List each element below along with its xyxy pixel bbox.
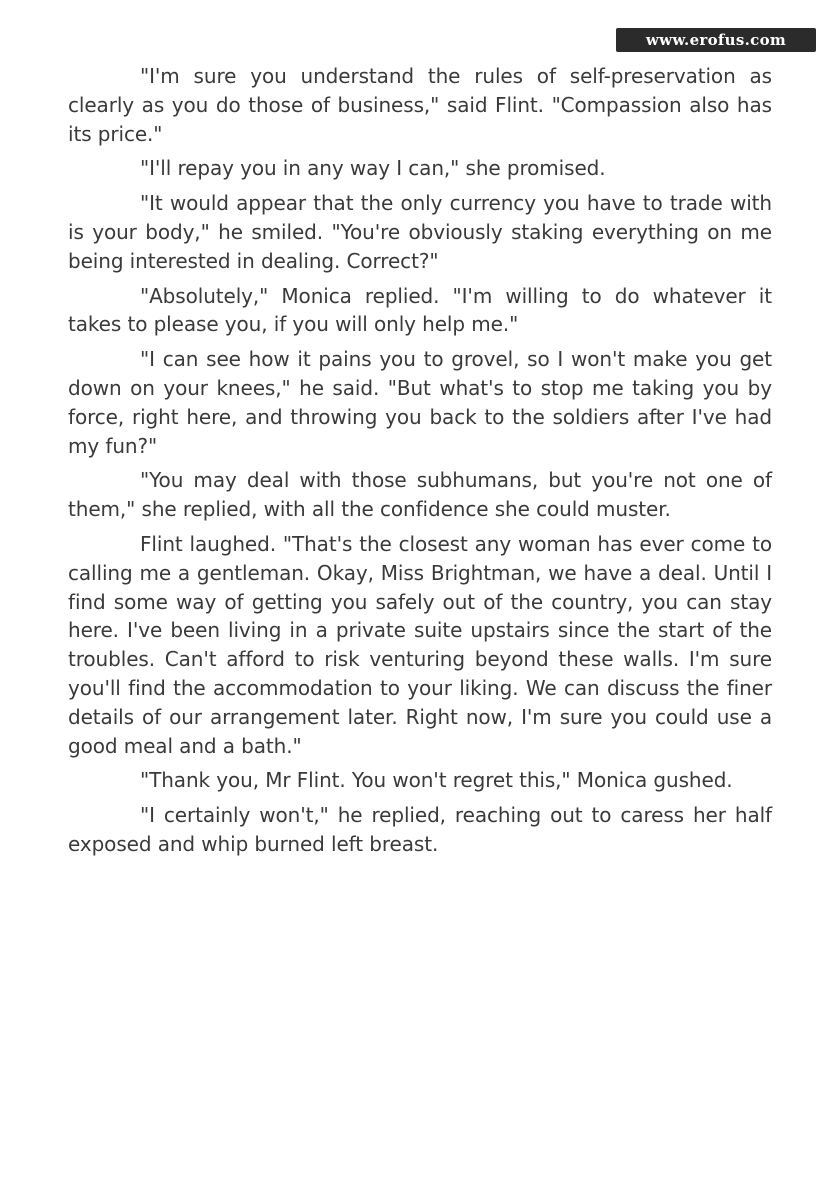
paragraph-3: "It would appear that the only currency you have to trade with is your body," he smiled. "You're obviously staking everything on me being interested in dealing. Correct?" bbox=[68, 191, 772, 273]
paragraph-7: Flint laughed. "That's the closest any woman has ever come to calling me a gentleman. Okay, Miss Brightman, we have a deal. Until I find some way of getting you safely out of the country, you can stay here. I've been living in a private suite upstairs since the start of the troubles. Can't afford to risk venturing beyond these walls. I'm sure you'll find the accommodation to your liking. We can discuss the finer details of our arrangement later. Right now, I'm sure you could use a good meal and a bath." bbox=[68, 531, 772, 758]
page-body-text bbox=[68, 62, 772, 865]
paragraph-6: "You may deal with those subhumans, but you're not one of them," she replied, with all the confidence she could muster. bbox=[68, 468, 772, 522]
paragraph-1: "I'm sure you understand the rules of self-preservation as clearly as you do those of business," said Flint. "Compassion also has its price." bbox=[68, 64, 772, 146]
paragraph-9: "I certainly won't," he replied, reaching out to caress her half exposed and whip burned left breast. bbox=[68, 803, 772, 856]
watermark-text: www.erofus.com bbox=[645, 31, 787, 49]
paragraph-8: "Thank you, Mr Flint. You won't regret this," Monica gushed. bbox=[140, 768, 733, 793]
paragraph-2: "I'll repay you in any way I can," she promised. bbox=[140, 156, 606, 181]
paragraph-5: "I can see how it pains you to grovel, so I won't make you get down on your knees," he said. "But what's to stop me taking you by force, right here, and throwing you back to the soldiers after I've had my fun?" bbox=[68, 347, 772, 458]
paragraph-4: "Absolutely," Monica replied. "I'm willing to do whatever it takes to please you, if you will only help me." bbox=[68, 283, 772, 337]
site-watermark bbox=[616, 28, 816, 52]
